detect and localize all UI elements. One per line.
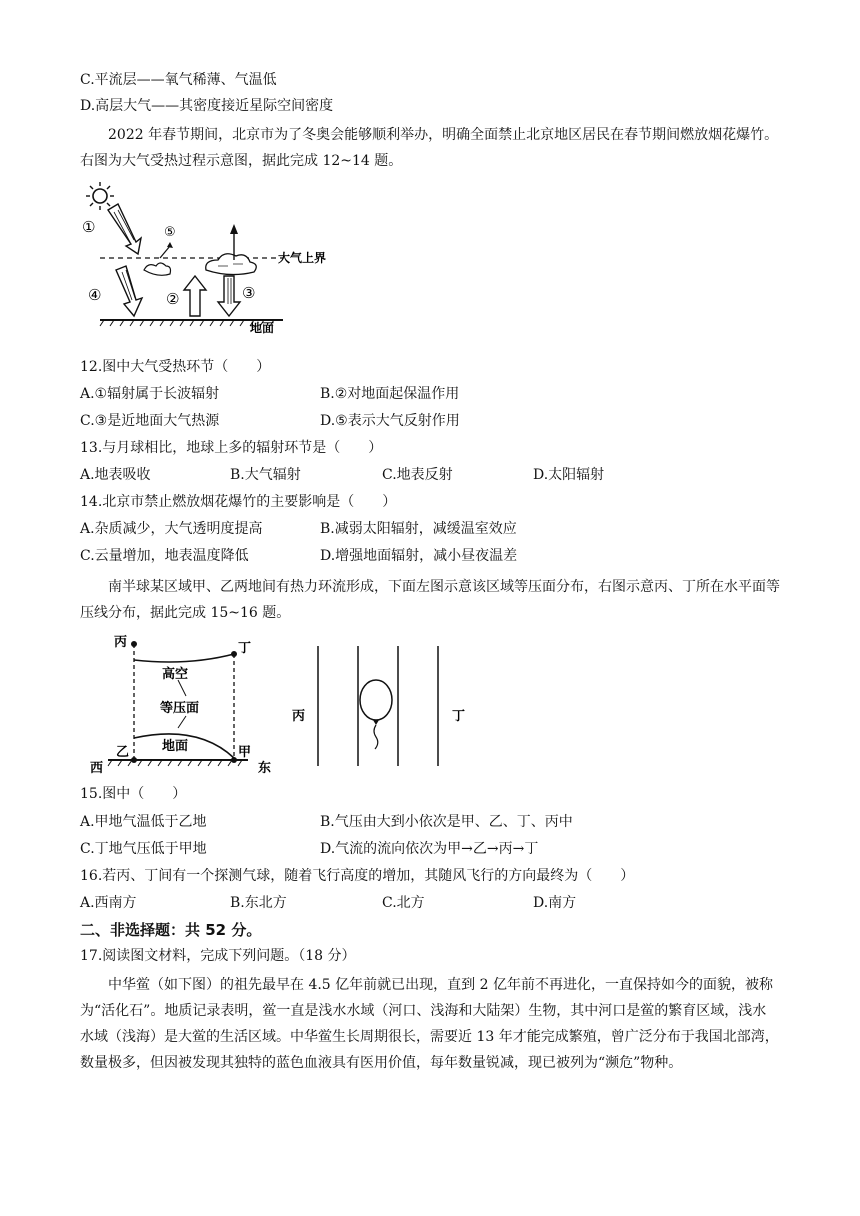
q13-option-b: B.大气辐射 [230, 467, 301, 483]
q12-option-b: B.②对地面起保温作用 [320, 386, 460, 402]
section-2-heading: 二、非选择题：共 52 分。 [80, 921, 262, 939]
q12-stem: 12.图中大气受热环节（ ） [80, 359, 271, 375]
fig3-label-bing: 丙 [292, 709, 306, 724]
q16-option-b: B.东北方 [230, 895, 287, 911]
q14-option-a: A.杂质减少，大气透明度提高 [80, 521, 263, 537]
atmosphere-heating-diagram [78, 180, 338, 350]
label-4: ④ [88, 286, 102, 304]
fig3-label-ding: 丁 [452, 709, 466, 724]
q17-paragraph: 中华鲎（如下图）的祖先最早在 4.5 亿年前就已出现，直到 2 亿年前不再进化，一直保持如今的面貌，被称为“活化石”。地质记录表明，鲎一直是浅水水域（河口、浅海和大陆架）生物，其中河口是鲎的繁育区域，浅水水域（浅海）是大鲎的生活区域。中华鲎生长周期很长，需要近 13 年才能完成繁殖，曾广泛分布于我国北部湾，数量极多，但因被发现其独特的蓝色血液具有医用价值，每年数量锐减，现已被列为“濒危”物种。 [80, 977, 779, 1071]
option-d-prev: D.高层大气——其密度接近星际空间密度 [80, 98, 334, 114]
q16-option-a: A.西南方 [80, 895, 137, 911]
q14-option-c: C.云量增加，地表温度降低 [80, 548, 249, 564]
label-2: ② [166, 290, 180, 308]
q13-stem: 13.与月球相比，地球上多的辐射环节是（ ） [80, 440, 383, 456]
fig2-label-jia: 甲 [238, 745, 252, 760]
q13-option-d: D.太阳辐射 [533, 467, 605, 483]
isobar-balloon-diagram [286, 640, 486, 770]
q14-option-b: B.减弱太阳辐射，减缓温室效应 [320, 521, 517, 537]
fig2-label-gaokong: 高空 [162, 667, 189, 682]
q13-option-a: A.地表吸收 [80, 467, 151, 483]
fig2-label-dengyamian: 等压面 [160, 701, 200, 716]
intro-paragraph-1: 2022 年春节期间，北京市为了冬奥会能够顺利举办，明确全面禁止北京地区居民在春节期间燃放烟花爆竹。右图为大气受热过程示意图，据此完成 12~14 题。 [80, 127, 779, 169]
option-c-prev: C.平流层——氧气稀薄、气温低 [80, 72, 277, 88]
q17-stem: 17.阅读图文材料，完成下列问题。（18 分） [80, 948, 356, 964]
fig2-label-yi: 乙 [116, 745, 130, 760]
q16-stem: 16.若丙、丁间有一个探测气球，随着飞行高度的增加，其随风飞行的方向最终为（ ） [80, 868, 635, 884]
q16-option-c: C.北方 [382, 895, 425, 911]
label-ground: 地面 [250, 321, 275, 335]
fig2-label-xi: 西 [90, 761, 104, 774]
fig2-label-bing: 丙 [114, 635, 128, 650]
q14-stem: 14.北京市禁止燃放烟花爆竹的主要影响是（ ） [80, 494, 397, 510]
label-1: ① [82, 218, 96, 236]
fig2-label-ding: 丁 [238, 641, 252, 656]
q12-option-d: D.⑤表示大气反射作用 [320, 413, 460, 429]
fig2-label-dong: 东 [258, 761, 272, 774]
q16-option-d: D.南方 [533, 895, 577, 911]
q12-option-a: A.①辐射属于长波辐射 [80, 386, 220, 402]
intro-paragraph-2: 南半球某区域甲、乙两地间有热力环流形成，下面左图示意该区域等压面分布，右图示意丙、丁所在水平面等压线分布，据此完成 15~16 题。 [80, 579, 780, 621]
q15-stem: 15.图中（ ） [80, 786, 187, 802]
q12-option-c: C.③是近地面大气热源 [80, 413, 220, 429]
q15-option-b: B.气压由大到小依次是甲、乙、丁、丙中 [320, 814, 573, 830]
q15-option-c: C.丁地气压低于甲地 [80, 841, 207, 857]
q15-option-d: D.气流的流向依次为甲→乙→丙→丁 [320, 841, 539, 857]
q14-option-d: D.增强地面辐射，减小昼夜温差 [320, 548, 518, 564]
q15-option-a: A.甲地气温低于乙地 [80, 814, 207, 830]
balloon-icon [360, 680, 392, 749]
label-5: ⑤ [164, 225, 176, 240]
label-3: ③ [242, 284, 256, 302]
q13-option-c: C.地表反射 [382, 467, 453, 483]
label-top-of-atmosphere: 大气上界 [278, 251, 327, 265]
isobaric-surface-diagram [88, 632, 278, 774]
sun-icon [86, 182, 114, 210]
fig2-label-dimian: 地面 [162, 739, 189, 754]
